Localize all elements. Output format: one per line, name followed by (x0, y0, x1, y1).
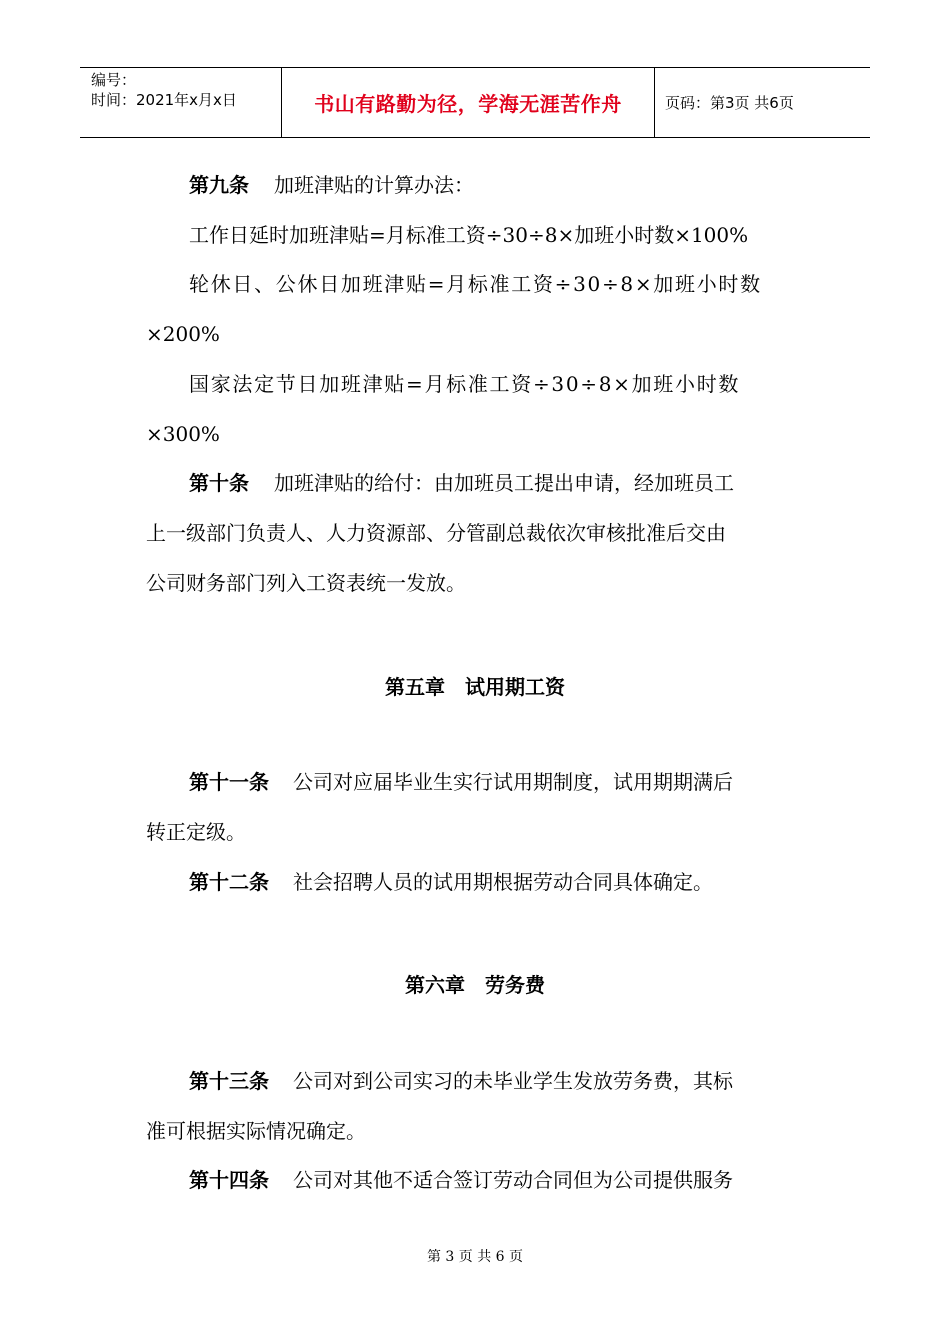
article-11-title: 第十一条 (189, 770, 269, 794)
formula-holiday: 国家法定节日加班津贴=月标准工资÷30÷8×加班小时数 (189, 372, 741, 396)
header-page-info: 页码：第3页 共6页 (665, 94, 794, 112)
header-motto: 书山有路勤为径，学海无涯苦作舟 (314, 92, 622, 116)
chapter-6-heading: 第六章 劳务费 (405, 973, 545, 997)
formula-holiday-cont: ×300% (146, 422, 220, 446)
article-9-text: 加班津贴的计算办法： (274, 173, 474, 197)
article-13-title: 第十三条 (189, 1069, 269, 1093)
article-12-text: 社会招聘人员的试用期根据劳动合同具体确定。 (293, 870, 713, 894)
article-13 (189, 1069, 733, 1093)
article-11 (189, 770, 733, 794)
header-motto-cell (282, 68, 655, 137)
document-header (80, 67, 870, 138)
page-footer: 第 3 页 共 6 页 (426, 1249, 524, 1265)
article-12-title: 第十二条 (189, 870, 269, 894)
header-meta-cell (80, 68, 282, 137)
article-10-title: 第十条 (189, 471, 249, 495)
formula-restday-cont: ×200% (146, 322, 220, 346)
formula-restday: 轮休日、公休日加班津贴=月标准工资÷30÷8×加班小时数 (189, 272, 762, 296)
article-14-title: 第十四条 (189, 1168, 269, 1192)
article-11-text: 公司对应届毕业生实行试用期制度，试用期期满后 (293, 770, 733, 794)
article-11-line2: 转正定级。 (146, 820, 246, 844)
article-14-text: 公司对其他不适合签订劳动合同但为公司提供服务 (293, 1168, 733, 1192)
document-number-label: 编号： (91, 71, 137, 89)
formula-workday: 工作日延时加班津贴=月标准工资÷30÷8×加班小时数×100% (189, 223, 749, 247)
article-9 (189, 173, 474, 197)
article-10-line3: 公司财务部门列入工资表统一发放。 (146, 571, 466, 595)
article-9-title: 第九条 (189, 173, 249, 197)
article-10-line2: 上一级部门负责人、人力资源部、分管副总裁依次审核批准后交由 (146, 521, 726, 545)
chapter-5-heading: 第五章 试用期工资 (385, 675, 565, 699)
article-13-text: 公司对到公司实习的未毕业学生发放劳务费，其标 (293, 1069, 733, 1093)
article-13-line2: 准可根据实际情况确定。 (146, 1119, 366, 1143)
article-14 (189, 1168, 733, 1192)
article-10-text: 加班津贴的给付：由加班员工提出申请，经加班员工 (274, 471, 734, 495)
document-date: 时间：2021年x月x日 (91, 91, 237, 109)
article-12 (189, 870, 713, 894)
article-10 (189, 471, 734, 495)
